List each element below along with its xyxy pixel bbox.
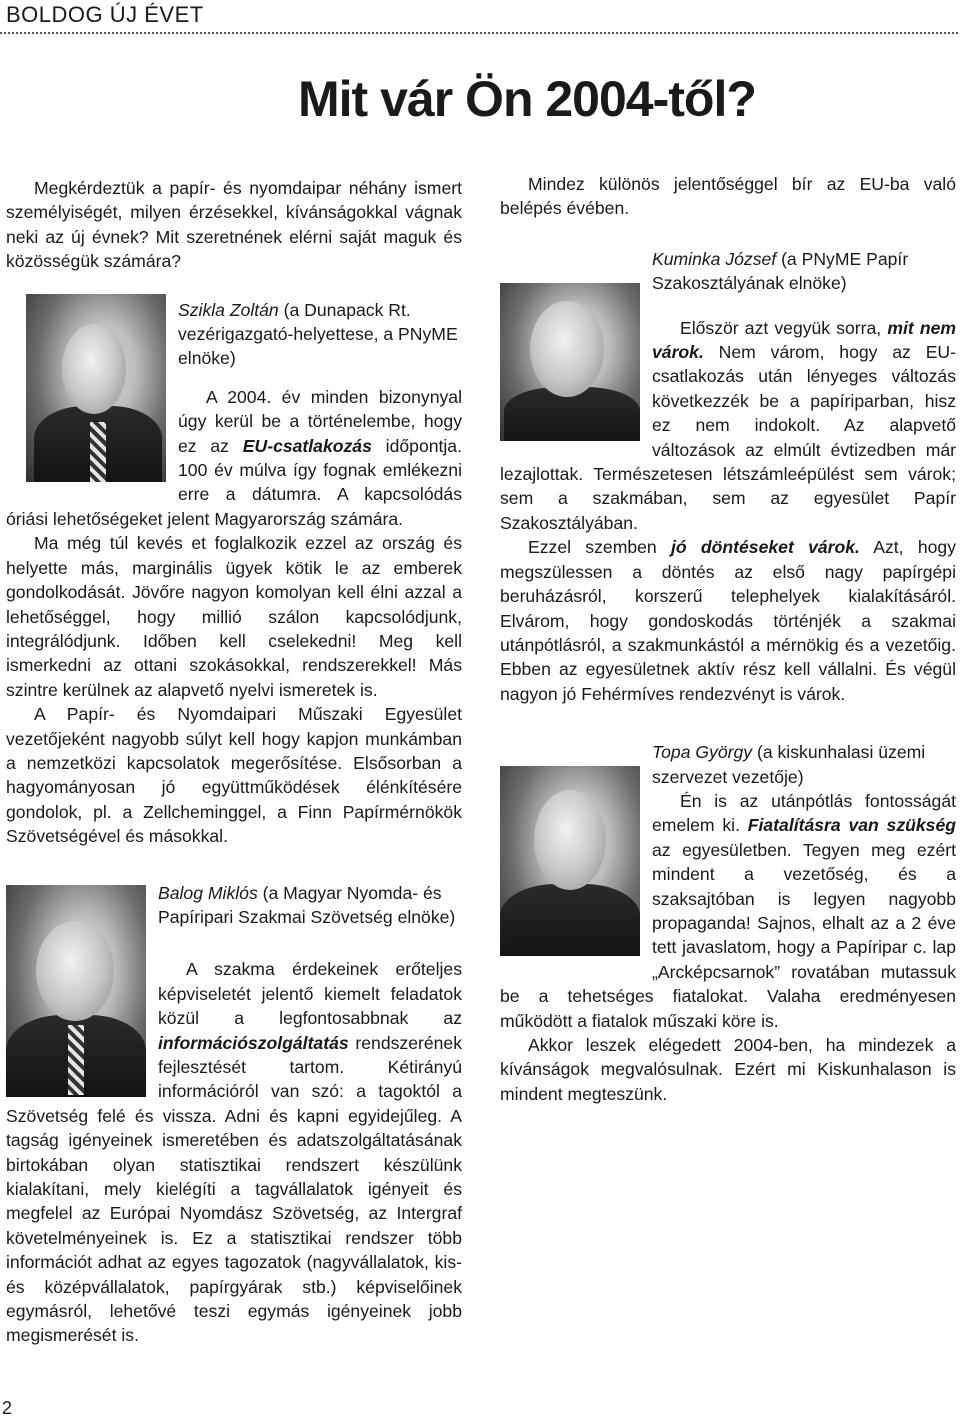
balog-role: (a Magyar Nyomda- és Papíripari Szakmai Szövetség elnöke)	[158, 882, 456, 927]
szikla-name: Szikla Zoltán	[178, 299, 279, 320]
topa-photo	[500, 766, 640, 956]
kuminka-photo	[500, 283, 640, 441]
kuminka-paragraph-1: Először azt vegyük sorra, mit nem várok. Nem várom, hogy az EU-csatlakozás után lényeges változás következzék be a papíriparban, hisz ez nem indokolt. Az alapvető változások az elmúlt évtizedben már lezajlottak. Természetesen létszámleépülést sem várok; sem a szakmában, sem az egyesület Papír Szakosztályában.	[500, 317, 956, 533]
kuminka-role: (a PNyME Papír Szakosztályának elnöke)	[652, 248, 909, 294]
szikla-role: (a Dunapack Rt. vezérigazgató-helyettese, a PNyME elnöke)	[178, 299, 458, 369]
topa-section	[500, 740, 956, 1106]
szikla-paragraph-3: A Papír- és Nyomdaipari Műszaki Egyesület vezetőjeként nagyobb súlyt kell hogy kapjon munkámban a nemzetközi kapcsolatok megerősítése. Elsősorban a hagyományosan jó együttműködések élénkítésére gondolok, pl. a Zellcheminggel, a Finn Papírmérnökök Szövetségével és másokkal.	[6, 704, 462, 847]
topa-paragraph-2: Akkor leszek elégedett 2004-ben, ha mindezek a kívánságok megvalósulnak. Ezért mi Kiskunhalason is mindent megteszünk.	[500, 1035, 956, 1104]
left-column	[6, 176, 462, 1348]
section-header	[0, 0, 960, 32]
szikla-photo	[26, 294, 166, 482]
page-number: 2	[2, 1398, 13, 1418]
szikla-section	[6, 284, 462, 849]
intro-paragraph: Megkérdeztük a papír- és nyomdaipar néhány ismert személyiségét, milyen érzésekkel, kívánságokkal vágnak neki az új évnek? Mit szeretnének elérni saját maguk és közösségük számára?	[6, 178, 462, 272]
kuminka-name: Kuminka József	[652, 248, 777, 269]
right-column	[500, 172, 956, 1106]
balog-name: Balog Miklós	[158, 882, 258, 903]
section-title: BOLDOG ÚJ ÉVET	[6, 2, 204, 27]
kuminka-section	[500, 247, 956, 706]
balog-photo	[6, 885, 146, 1097]
topa-role: (a kiskunhalasi üzemi szervezet vezetője)	[652, 742, 926, 787]
balog-paragraph-1: A szakma érdekeinek erőteljes képviseletét jelentő kiemelt feladatok közül a legfontosabbnak az információszolgáltatás rendszerének fejlesztését tartom. Kétirányú információról van szó: a tagoktól a Szövetség felé és vissza. Adni és kapni egyidejűleg. A tagság igényeinek ismeretében és adatszolgáltatásának birtokában olyan statisztikai rendszert készülünk kialakítani, mely kielégíti a tagvállalatok igényeit és megfelel az Európai Nyomdász Szövetség, az Intergraf követelményeinek is. Ez a statisztikai rendszer több információt adhat az egyes tagozatok (nagyvállalatok, kis- és középvállalatok, papírgyárak stb.) képviselőinek egymásról, lehetővé teszi egymás igényeinek jobb megismerését is.	[6, 959, 462, 1346]
szikla-paragraph-2: Ma még túl kevés et foglalkozik ezzel az ország és helyette más, marginális ügyek kötik le az emberek gondolkodását. Jövőre nagyon komolyan kell élni azzal a lehetőséggel, hogy millió szálon kapcsolódjunk, integrálódjunk. Időben kell cselekedni! Meg kell ismerkedni az ottani szokásokkal, rendszerekkel! Más szintre kerülnek az alapvető nyelvi ismeretek is.	[6, 533, 462, 700]
article-title: Mit vár Ön 2004-től?	[298, 71, 756, 127]
kuminka-paragraph-2: Ezzel szemben jó döntéseket várok. Azt, hogy megszülessen a döntés az első nagy papírgépi beruházásról, korszerű telephelyek kialakításáról. Elvárom, hogy gondoskodás történjék a szakmai utánpótlásról, a szakmunkástól a mérnökig és a vezetőig. Ebben az egyesületnek aktív rész kell vállalni. És végül nagyon jó Fehérmíves rendezvényt is várok.	[500, 537, 957, 704]
balog-paragraph-2: Mindez különös jelentőséggel bír az EU-ba való belépés évében.	[500, 174, 956, 219]
szikla-paragraph-1: A 2004. év minden bizonynyal úgy kerül be a történelembe, hogy ez az EU-csatlakozás időpontja. 100 év múlva így fognak emlékezni erre a dátumra. A kapcsolódás óriási lehetőségeket jelent Magyarország számára.	[6, 386, 462, 529]
topa-paragraph-1: Én is az utánpótlás fontosságát emelem ki. Fiatalításra van szükség az egyesületben. Tegyen meg ezért mindent a vezetőség, és a szaksajtóban is legyen nagyobb propaganda! Sajnos, elhalt az a 2 éve tett javaslatom, hogy a Papíripar c. lap „Arcképcsarnok” rovatában mutassuk be a tehetséges fiatalokat. Valaha eredményesen működött a fiatalok műszaki köre is.	[500, 790, 956, 1031]
header-divider	[0, 32, 960, 34]
topa-name: Topa György	[652, 742, 753, 763]
balog-section	[6, 881, 462, 1348]
